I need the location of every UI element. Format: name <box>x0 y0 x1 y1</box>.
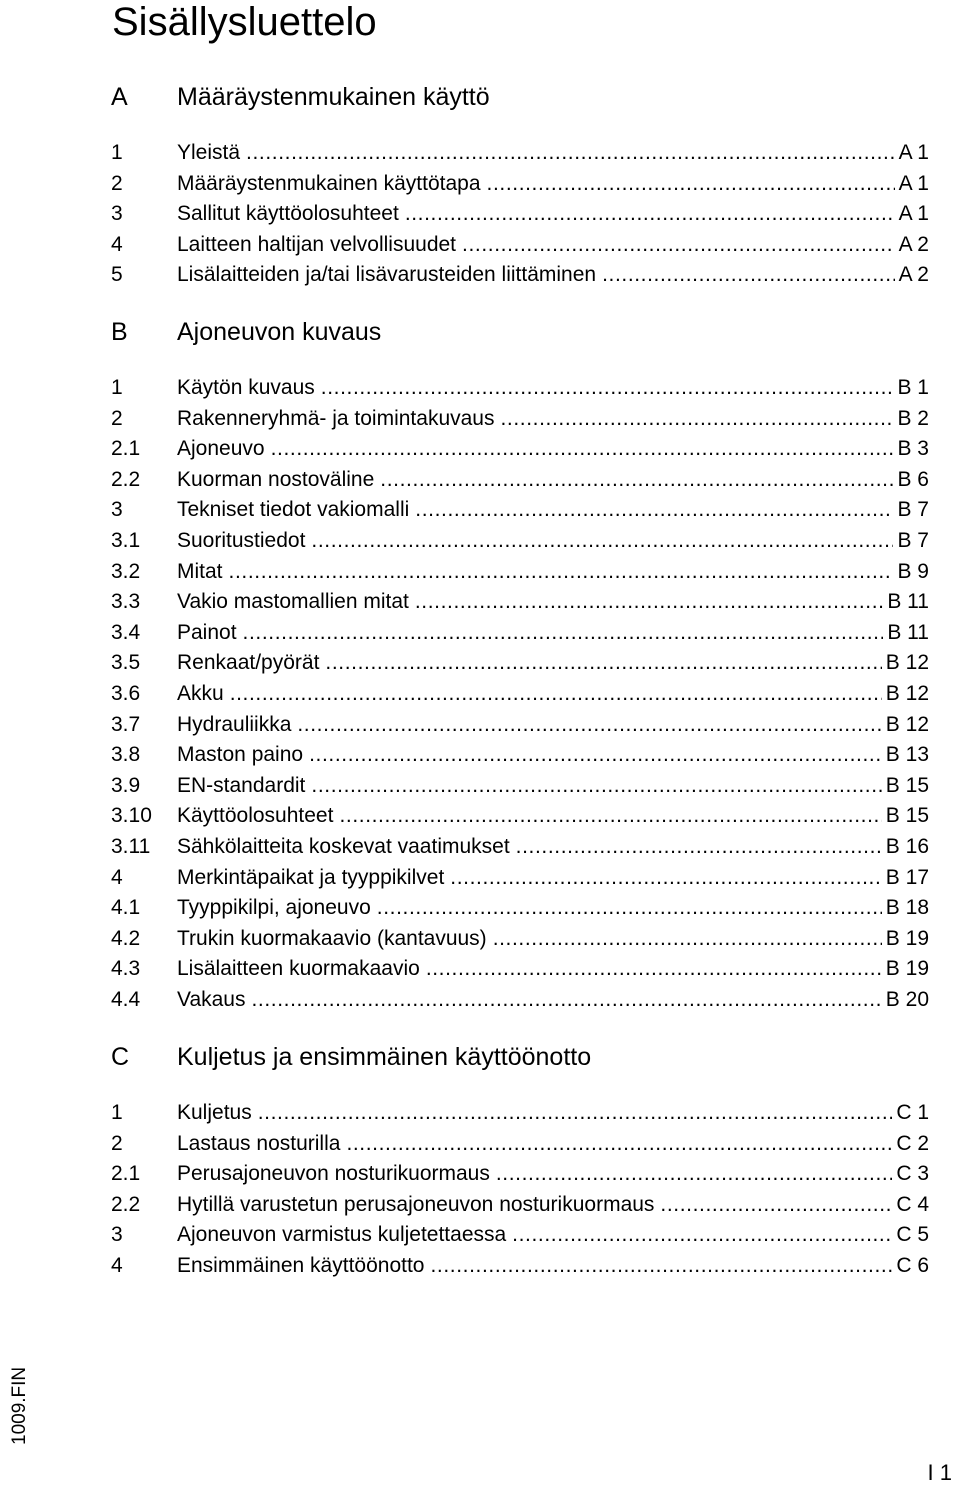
entry-title[interactable]: Yleistä <box>177 141 241 164</box>
entry-page[interactable]: B 15 <box>885 804 929 828</box>
dot-leader <box>311 526 893 557</box>
entry-number: 2 <box>111 1131 123 1155</box>
dot-leader <box>346 1129 892 1160</box>
entry-number: 2 <box>111 171 123 195</box>
entry-title[interactable]: Lastaus nosturilla <box>177 1131 341 1155</box>
entry-page[interactable]: B 15 <box>885 773 929 797</box>
entry-title[interactable]: Ajoneuvo <box>177 437 265 461</box>
entry-page[interactable]: A 2 <box>898 232 929 256</box>
entry-number: 3.8 <box>111 743 141 767</box>
entry-number: 2.1 <box>111 437 141 461</box>
toc-entry[interactable] <box>0 465 960 496</box>
entry-number: 4.3 <box>111 957 141 981</box>
entry-title[interactable]: Rakenneryhmä- ja toimintakuvaus <box>177 406 495 430</box>
entry-page[interactable]: B 12 <box>885 712 929 736</box>
entry-page[interactable]: B 20 <box>885 987 929 1011</box>
dot-leader <box>415 495 893 526</box>
section-letter: A <box>111 83 128 111</box>
entry-page[interactable]: C 3 <box>896 1162 929 1186</box>
dot-leader <box>602 260 895 291</box>
toc-entry[interactable] <box>0 679 960 710</box>
entry-page[interactable]: B 16 <box>885 834 929 858</box>
entry-title[interactable]: Trukin kuormakaavio (kantavuus) <box>177 926 487 950</box>
entry-title[interactable]: Renkaat/pyörät <box>177 651 320 675</box>
toc-entry[interactable] <box>0 199 960 230</box>
dot-leader <box>309 740 882 771</box>
toc-entry[interactable] <box>0 557 960 588</box>
entry-page[interactable]: B 18 <box>885 896 929 920</box>
entry-page[interactable]: B 13 <box>885 743 929 767</box>
entry-title[interactable]: Ajoneuvon varmistus kuljetettaessa <box>177 1223 507 1247</box>
section-title: Määräystenmukainen käyttö <box>177 83 490 111</box>
entry-title[interactable]: Sallitut käyttöolosuhteet <box>177 202 399 226</box>
toc-entry[interactable] <box>0 1190 960 1221</box>
entry-title[interactable]: Käytön kuvaus <box>177 376 315 399</box>
entry-number: 2 <box>111 406 123 430</box>
entry-number: 3.4 <box>111 620 141 644</box>
toc-entries <box>0 373 960 1015</box>
entry-page[interactable]: A 2 <box>898 263 929 287</box>
entry-page[interactable]: B 11 <box>887 620 929 644</box>
toc-entry[interactable] <box>0 1251 960 1282</box>
dot-leader <box>311 771 881 802</box>
dot-leader <box>512 1220 892 1251</box>
entry-page[interactable]: C 2 <box>896 1131 929 1155</box>
toc-entry[interactable] <box>0 893 960 924</box>
toc-entry[interactable] <box>0 648 960 679</box>
entry-page[interactable]: B 2 <box>897 406 929 430</box>
entry-number: 3 <box>111 202 123 226</box>
toc-entry[interactable] <box>0 954 960 985</box>
toc-entry[interactable] <box>0 710 960 741</box>
dot-leader <box>415 587 883 618</box>
entry-page[interactable]: B 3 <box>897 437 929 461</box>
entry-title[interactable]: Ensimmäinen käyttöönotto <box>177 1253 425 1277</box>
toc-entries <box>0 1098 960 1282</box>
dot-leader <box>271 434 894 465</box>
dot-leader <box>426 954 882 985</box>
page-title: Sisällysluettelo <box>112 0 377 44</box>
dot-leader <box>496 1159 892 1190</box>
dot-leader <box>430 1251 892 1282</box>
entry-page[interactable]: A 1 <box>898 141 929 164</box>
entry-page[interactable]: C 5 <box>896 1223 929 1247</box>
entry-title[interactable]: Tekniset tiedot vakiomalli <box>177 498 410 522</box>
entry-title[interactable]: Sähkölaitteita koskevat vaatimukset <box>177 834 510 858</box>
toc-entry[interactable] <box>0 740 960 771</box>
entry-title[interactable]: Lisälaitteiden ja/tai lisävarusteiden liittäminen <box>177 263 597 287</box>
entry-number: 3.3 <box>111 590 141 614</box>
dot-leader <box>252 985 882 1016</box>
section-letter: C <box>111 1043 130 1071</box>
entry-title[interactable]: Akku <box>177 681 224 705</box>
entry-number: 2.1 <box>111 1162 141 1186</box>
dot-leader <box>339 801 881 832</box>
dot-leader <box>487 169 895 200</box>
entry-title[interactable]: Hydrauliikka <box>177 712 292 736</box>
entry-page[interactable]: B 12 <box>885 651 929 675</box>
dot-leader <box>405 199 895 230</box>
entry-number: 3.10 <box>111 804 152 828</box>
entry-title[interactable]: Maston paino <box>177 743 304 767</box>
entry-page[interactable]: B 17 <box>885 865 929 889</box>
entry-page[interactable]: B 19 <box>885 926 929 950</box>
entry-page[interactable]: B 7 <box>897 528 929 552</box>
document-code: 1009.FIN <box>9 1366 30 1445</box>
entry-page[interactable]: A 1 <box>898 171 929 195</box>
entry-number: 4 <box>111 232 123 256</box>
dot-leader <box>243 618 884 649</box>
toc-entry[interactable] <box>0 801 960 832</box>
entry-number: 4 <box>111 865 123 889</box>
entry-number: 3.2 <box>111 559 141 583</box>
dot-leader <box>229 557 894 588</box>
toc-entry[interactable] <box>0 618 960 649</box>
entry-number: 3 <box>111 498 123 522</box>
entry-page[interactable]: C 6 <box>896 1253 929 1277</box>
entry-title[interactable]: Mitat <box>177 559 223 583</box>
entry-page[interactable]: B 1 <box>897 376 929 399</box>
entry-page[interactable]: B 7 <box>897 498 929 522</box>
dot-leader <box>462 230 895 261</box>
section-header <box>0 1040 960 1074</box>
toc-entry[interactable] <box>0 924 960 955</box>
dot-leader <box>500 404 893 435</box>
toc-entry[interactable] <box>0 832 960 863</box>
entry-page[interactable]: C 1 <box>896 1101 929 1124</box>
toc-entry[interactable] <box>0 230 960 261</box>
entry-page[interactable]: B 6 <box>897 467 929 491</box>
entry-title[interactable]: Kuljetus <box>177 1101 252 1124</box>
dot-leader <box>321 373 894 404</box>
toc-entry[interactable] <box>0 373 960 404</box>
toc-entry[interactable] <box>0 260 960 291</box>
toc-entry[interactable] <box>0 1159 960 1190</box>
toc-entry[interactable] <box>0 526 960 557</box>
entry-title[interactable]: Kuorman nostoväline <box>177 467 375 491</box>
toc-entry[interactable] <box>0 1129 960 1160</box>
entry-page[interactable]: A 1 <box>898 202 929 226</box>
entry-title[interactable]: EN-standardit <box>177 773 306 797</box>
entry-number: 1 <box>111 141 123 164</box>
toc-entry[interactable] <box>0 495 960 526</box>
entry-number: 4 <box>111 1253 123 1277</box>
dot-leader <box>660 1190 892 1221</box>
section-letter: B <box>111 318 128 346</box>
entry-title[interactable]: Lisälaitteen kuormakaavio <box>177 957 420 981</box>
entry-title[interactable]: Käyttöolosuhteet <box>177 804 334 828</box>
entry-title[interactable]: Määräystenmukainen käyttötapa <box>177 171 481 195</box>
entry-title[interactable]: Suoritustiedot <box>177 528 306 552</box>
toc-entry[interactable] <box>0 138 960 169</box>
entry-page[interactable]: B 9 <box>897 559 929 583</box>
entry-title[interactable]: Perusajoneuvon nosturikuormaus <box>177 1162 490 1186</box>
toc-entry[interactable] <box>0 771 960 802</box>
section-header <box>0 315 960 349</box>
entry-page[interactable]: C 4 <box>896 1192 929 1216</box>
entry-number: 4.2 <box>111 926 141 950</box>
dot-leader <box>246 138 895 169</box>
entry-number: 3.9 <box>111 773 141 797</box>
entry-title[interactable]: Vakaus <box>177 987 246 1011</box>
toc-entry[interactable] <box>0 434 960 465</box>
toc-entry[interactable] <box>0 985 960 1016</box>
entry-number: 1 <box>111 376 123 399</box>
dot-leader <box>297 710 881 741</box>
entry-number: 3.5 <box>111 651 141 675</box>
entry-page[interactable]: B 19 <box>885 957 929 981</box>
entry-title[interactable]: Vakio mastomallien mitat <box>177 590 409 614</box>
entry-number: 5 <box>111 263 123 287</box>
entry-number: 3.11 <box>111 834 151 858</box>
entry-number: 4.1 <box>111 896 141 920</box>
toc-entry[interactable] <box>0 169 960 200</box>
entry-title[interactable]: Hytillä varustetun perusajoneuvon nosturikuormaus <box>177 1192 655 1216</box>
toc-entry[interactable] <box>0 863 960 894</box>
dot-leader <box>230 679 882 710</box>
dot-leader <box>380 465 893 496</box>
section-title: Ajoneuvon kuvaus <box>177 318 382 346</box>
dot-leader <box>325 648 881 679</box>
dot-leader <box>516 832 882 863</box>
dot-leader <box>258 1098 893 1129</box>
toc-entry[interactable] <box>0 1220 960 1251</box>
entry-number: 3.1 <box>111 528 141 552</box>
dot-leader <box>450 863 882 894</box>
entry-title[interactable]: Laitteen haltijan velvollisuudet <box>177 232 457 256</box>
entry-number: 3.7 <box>111 712 141 736</box>
entry-title[interactable]: Merkintäpaikat ja tyyppikilvet <box>177 865 445 889</box>
entry-page[interactable]: B 12 <box>885 681 929 705</box>
entry-number: 2.2 <box>111 1192 141 1216</box>
toc-entry[interactable] <box>0 404 960 435</box>
section-header <box>0 80 960 114</box>
entry-page[interactable]: B 11 <box>887 590 929 614</box>
footer-page-number: I 1 <box>927 1460 952 1485</box>
entry-title[interactable]: Painot <box>177 620 237 644</box>
toc-entry[interactable] <box>0 587 960 618</box>
entry-number: 2.2 <box>111 467 141 491</box>
toc-entries <box>0 138 960 291</box>
entry-number: 4.4 <box>111 987 141 1011</box>
entry-title[interactable]: Tyyppikilpi, ajoneuvo <box>177 896 371 920</box>
section-title: Kuljetus ja ensimmäinen käyttöönotto <box>177 1043 592 1071</box>
toc-entry[interactable] <box>0 1098 960 1129</box>
entry-number: 3 <box>111 1223 123 1247</box>
entry-number: 3.6 <box>111 681 141 705</box>
dot-leader <box>377 893 882 924</box>
dot-leader <box>493 924 882 955</box>
entry-number: 1 <box>111 1101 123 1124</box>
